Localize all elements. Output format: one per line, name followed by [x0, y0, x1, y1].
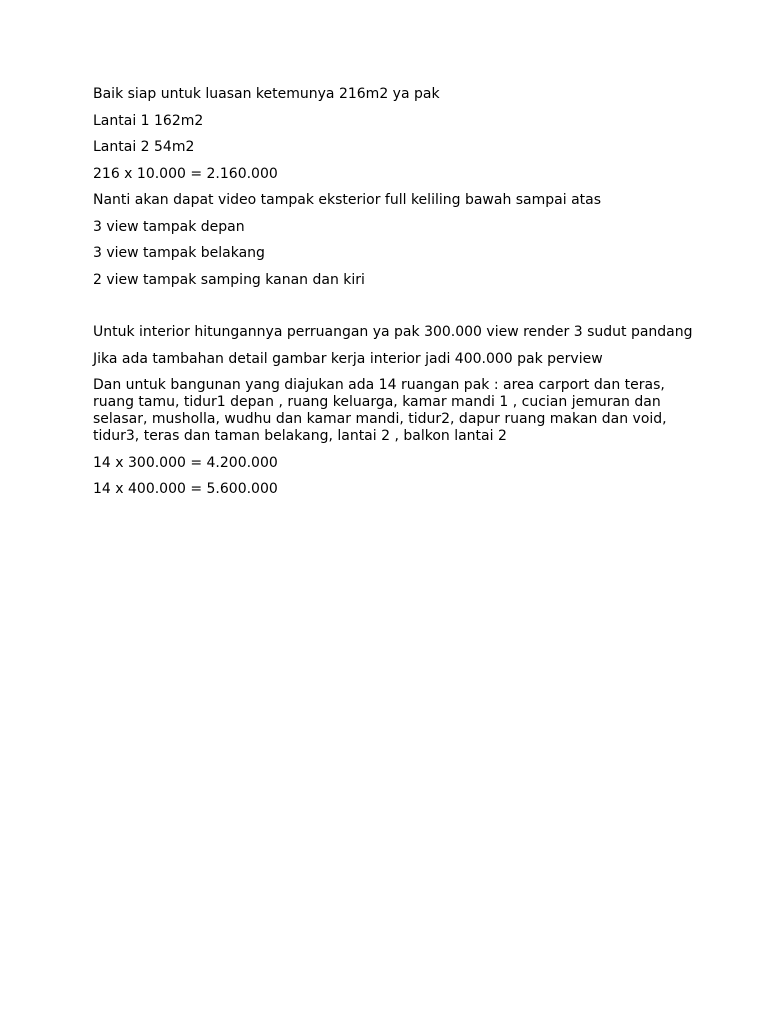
- paragraph-side-views: 2 view tampak samping kanan dan kiri: [93, 271, 365, 288]
- paragraph-floor-2: Lantai 2 54m2: [93, 139, 195, 155]
- paragraph-area-summary: Baik siap untuk luasan ketemunya 216m2 ya pak: [93, 86, 440, 102]
- document-page: [93, 86, 693, 508]
- paragraph-interior-detail-price: Jika ada tambahan detail gambar kerja interior jadi 400.000 pak perview: [93, 350, 603, 367]
- paragraph-interior-calculation-2: 14 x 400.000 = 5.600.000: [93, 481, 278, 497]
- paragraph-back-views: 3 view tampak belakang: [93, 245, 265, 261]
- paragraph-room-list: Dan untuk bangunan yang diajukan ada 14 ruangan pak : area carport dan teras, ruang tamu, tidur1 depan , ruang keluarga, kamar mandi 1 , cucian jemuran dan selasar, musholla, wudhu dan kamar mandi, tidur2, dapur ruang makan dan void, tidur3, teras dan taman belakang, lantai 2 , balkon lantai 2: [93, 377, 667, 444]
- paragraph-spacer: [93, 298, 693, 324]
- paragraph-interior-price: Untuk interior hitungannya perruangan ya pak 300.000 view render 3 sudut pandang: [93, 324, 693, 340]
- paragraph-exterior-calculation: 216 x 10.000 = 2.160.000: [93, 165, 278, 182]
- paragraph-interior-calculation-1: 14 x 300.000 = 4.200.000: [93, 454, 278, 471]
- paragraph-floor-1: Lantai 1 162m2: [93, 112, 204, 129]
- paragraph-exterior-video: Nanti akan dapat video tampak eksterior full keliling bawah sampai atas: [93, 192, 602, 208]
- paragraph-front-views: 3 view tampak depan: [93, 218, 245, 235]
